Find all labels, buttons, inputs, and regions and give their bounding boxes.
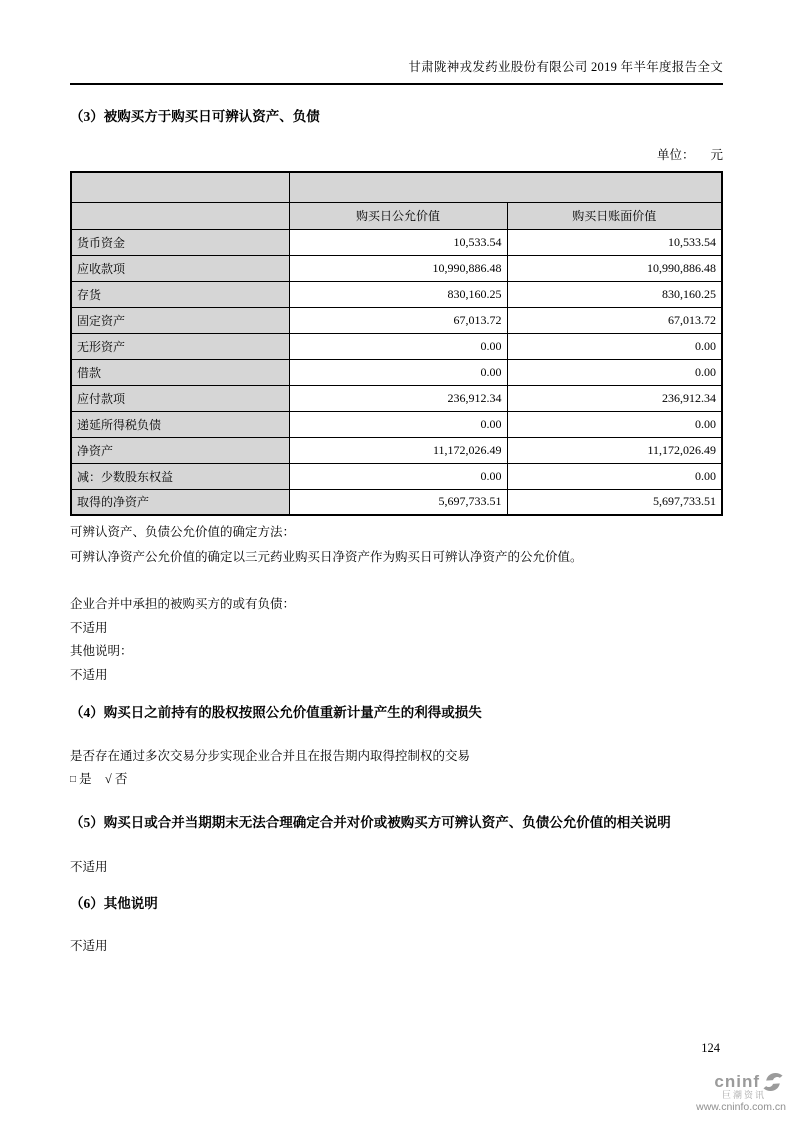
row-label: 减：少数股东权益	[71, 463, 289, 489]
fair-value-cell: 0.00	[289, 411, 507, 437]
empty-corner-cell	[71, 202, 289, 229]
fair-value-cell: 11,172,026.49	[289, 437, 507, 463]
fair-value-cell: 0.00	[289, 359, 507, 385]
table-row-empty-header	[71, 172, 722, 202]
checkbox-yes-icon: □	[70, 774, 77, 785]
table-row	[71, 437, 722, 463]
book-value-cell: 0.00	[507, 411, 722, 437]
section-3-heading: （3）被购买方于购买日可辨认资产、负债	[70, 109, 320, 124]
empty-merged-header-cell	[289, 172, 722, 202]
cninfo-logo-row	[628, 1072, 788, 1092]
book-value-cell: 830,160.25	[507, 281, 722, 307]
book-value-cell: 11,172,026.49	[507, 437, 722, 463]
option-no-label: 否	[114, 772, 128, 786]
cninfo-logo-subtitle: 巨潮资讯	[721, 1090, 766, 1100]
cninfo-logo-text: cninf	[714, 1071, 760, 1091]
fair-value-cell: 236,912.34	[289, 385, 507, 411]
table-row	[71, 229, 722, 255]
document-header-title: 甘肃陇神戎发药业股份有限公司 2019 年半年度报告全文	[70, 57, 723, 85]
book-value-cell: 10,533.54	[507, 229, 722, 255]
table-row	[71, 307, 722, 333]
fair-value-cell: 10,533.54	[289, 229, 507, 255]
unit-line	[70, 145, 723, 163]
fair-value-cell: 10,990,886.48	[289, 255, 507, 281]
row-label: 货币资金	[71, 229, 289, 255]
identifiable-assets-liabilities-table	[70, 171, 723, 516]
method-body: 可辨认净资产公允价值的确定以三元药业购买日净资产作为购买日可辨认净资产的公允价值。	[70, 550, 583, 564]
book-value-cell: 0.00	[507, 359, 722, 385]
fair-value-cell: 67,013.72	[289, 307, 507, 333]
column-header-book-value: 购买日账面价值	[507, 202, 722, 229]
book-value-cell: 67,013.72	[507, 307, 722, 333]
row-label: 净资产	[71, 437, 289, 463]
other-notes-value: 不适用	[70, 668, 108, 682]
row-label: 应付款项	[71, 385, 289, 411]
unit-value: 元	[710, 148, 723, 162]
section-6-heading: （6）其他说明	[70, 896, 158, 911]
row-label: 应收款项	[71, 255, 289, 281]
row-label: 递延所得税负债	[71, 411, 289, 437]
fair-value-cell: 0.00	[289, 333, 507, 359]
fair-value-cell: 830,160.25	[289, 281, 507, 307]
table-row	[71, 333, 722, 359]
table-column-header-row	[71, 202, 722, 229]
table-row	[71, 385, 722, 411]
contingent-liabilities-value: 不适用	[70, 621, 108, 635]
unit-label: 单位：	[656, 148, 695, 162]
book-value-cell: 0.00	[507, 333, 722, 359]
section-5-heading: （5）购买日或合并当期期末无法合理确定合并对价或被购买方可辨认资产、负债公允价值的相关说明	[70, 815, 671, 830]
empty-corner-cell	[71, 172, 289, 202]
yes-no-option-line	[70, 772, 723, 788]
check-mark-no-icon: √	[104, 772, 112, 786]
table-row	[71, 463, 722, 489]
column-header-fair-value: 购买日公允价值	[289, 202, 507, 229]
row-label: 固定资产	[71, 307, 289, 333]
row-label: 取得的净资产	[71, 489, 289, 515]
row-label: 存货	[71, 281, 289, 307]
cninfo-logo-url: www.cninfo.com.cn	[696, 1100, 786, 1113]
row-label: 借款	[71, 359, 289, 385]
page-content	[70, 0, 723, 954]
table-row	[71, 281, 722, 307]
book-value-cell: 0.00	[507, 463, 722, 489]
page-number: 124	[701, 1041, 720, 1055]
step-acquisition-question: 是否存在通过多次交易分步实现企业合并且在报告期内取得控制权的交易	[70, 749, 471, 763]
fair-value-cell: 5,697,733.51	[289, 489, 507, 515]
table-row	[71, 255, 722, 281]
fair-value-cell: 0.00	[289, 463, 507, 489]
book-value-cell: 236,912.34	[507, 385, 722, 411]
table-row	[71, 411, 722, 437]
table-row	[71, 489, 722, 515]
table-row	[71, 359, 722, 385]
row-label: 无形资产	[71, 333, 289, 359]
section-6-body: 不适用	[70, 939, 108, 953]
book-value-cell: 10,990,886.48	[507, 255, 722, 281]
option-yes-label: 是	[79, 772, 92, 786]
method-title: 可辨认资产、负债公允价值的确定方法：	[70, 525, 296, 539]
contingent-liabilities-title: 企业合并中承担的被购买方的或有负债：	[70, 597, 296, 611]
book-value-cell: 5,697,733.51	[507, 489, 722, 515]
cninfo-watermark	[628, 1072, 788, 1113]
section-5-body: 不适用	[70, 860, 108, 874]
cninfo-swirl-icon	[762, 1072, 784, 1092]
section-4-heading: （4）购买日之前持有的股权按照公允价值重新计量产生的利得或损失	[70, 705, 482, 720]
other-notes-title: 其他说明：	[70, 644, 133, 658]
